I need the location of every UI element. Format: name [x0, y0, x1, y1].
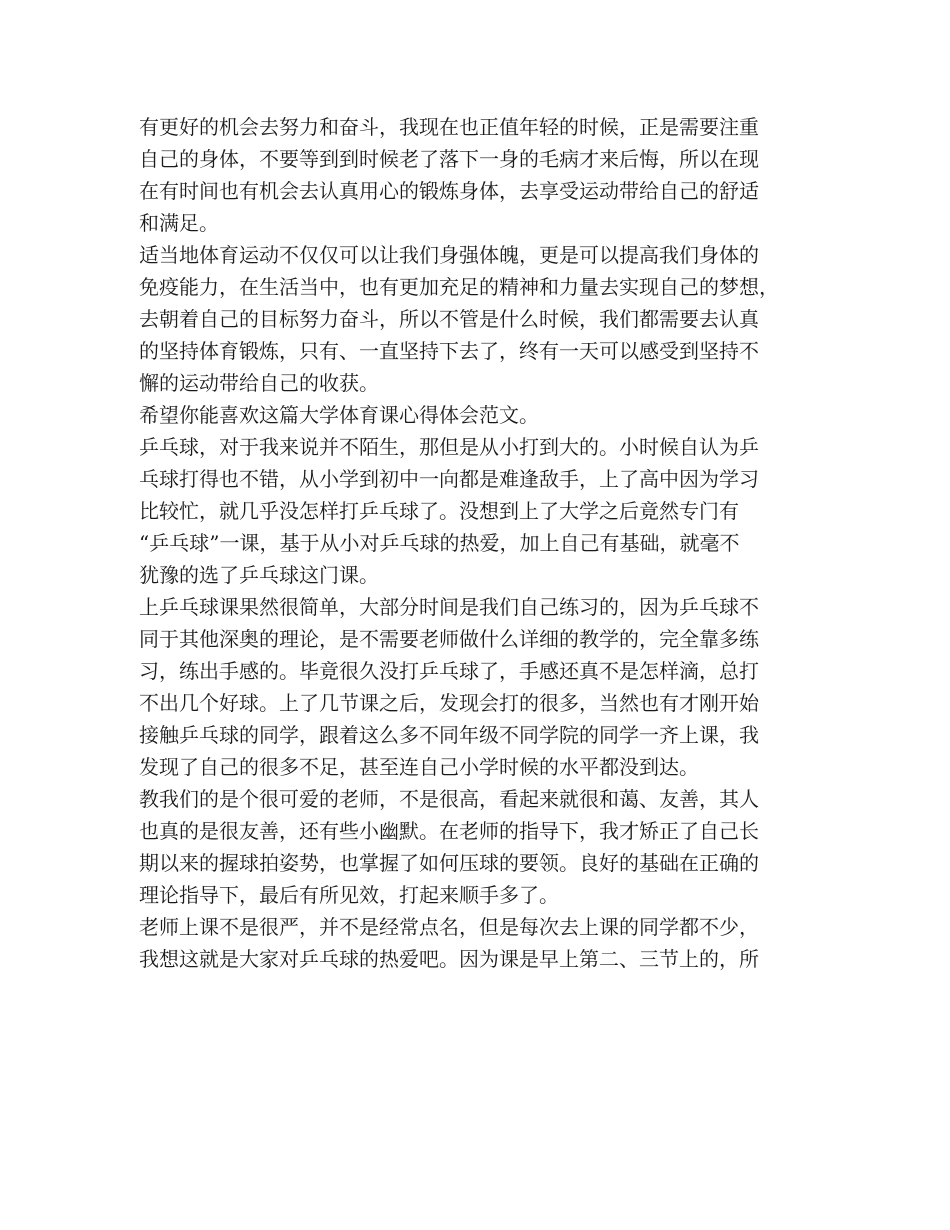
text-line: 接触乒乓球的同学，跟着这么多不同年级不同学院的同学一齐上课，我: [139, 723, 759, 747]
text-line: 懈的运动带给自己的收获。: [139, 371, 379, 395]
text-line: 的坚持体育锻炼，只有、一直坚持下去了，终有一天可以感受到坚持不: [139, 339, 759, 363]
text-line: 乒乓球，对于我来说并不陌生，那但是从小打到大的。小时候自认为乒: [139, 435, 759, 459]
text-line: 同于其他深奥的理论，是不需要老师做什么详细的教学的，完全靠多练: [139, 627, 759, 651]
text-line: 习，练出手感的。毕竟很久没打乒乓球了，手感还真不是怎样滴，总打: [139, 659, 759, 683]
text-line: 和满足。: [139, 211, 219, 235]
text-line: 适当地体育运动不仅仅可以让我们身强体魄，更是可以提高我们身体的: [139, 243, 759, 267]
text-line: 发现了自己的很多不足，甚至连自己小学时候的水平都没到达。: [139, 755, 699, 779]
text-line: 免疫能力，在生活当中，也有更加充足的精神和力量去实现自己的梦想，: [139, 275, 779, 299]
text-line: 犹豫的选了乒乓球这门课。: [139, 563, 379, 587]
text-line: 去朝着自己的目标努力奋斗，所以不管是什么时候，我们都需要去认真: [139, 307, 759, 331]
text-line: 乓球打得也不错，从小学到初中一向都是难逢敌手，上了高中因为学习: [139, 467, 759, 491]
text-line: 比较忙，就几乎没怎样打乒乓球了。没想到上了大学之后竟然专门有: [139, 499, 739, 523]
text-line: 我想这就是大家对乒乓球的热爱吧。因为课是早上第二、三节上的，所: [139, 947, 759, 971]
text-line: 自己的身体，不要等到到时候老了落下一身的毛病才来后悔，所以在现: [139, 147, 759, 171]
text-line: 也真的是很友善，还有些小幽默。在老师的指导下，我才矫正了自己长: [139, 819, 759, 843]
text-line: 理论指导下，最后有所见效，打起来顺手多了。: [139, 883, 559, 907]
text-line: 有更好的机会去努力和奋斗，我现在也正值年轻的时候，正是需要注重: [139, 115, 759, 139]
text-line: 希望你能喜欢这篇大学体育课心得体会范文。: [139, 403, 539, 427]
text-line: 不出几个好球。上了几节课之后，发现会打的很多，当然也有才刚开始: [139, 691, 759, 715]
text-line: 期以来的握球拍姿势，也掌握了如何压球的要领。良好的基础在正确的: [139, 851, 759, 875]
text-line: 老师上课不是很严，并不是经常点名，但是每次去上课的同学都不少，: [139, 915, 759, 939]
document-body: [139, 111, 829, 975]
text-line: “乒乓球”一课，基于从小对乒乓球的热爱，加上自己有基础，就毫不: [139, 531, 740, 555]
text-line: 教我们的是个很可爱的老师，不是很高，看起来就很和蔼、友善，其人: [139, 787, 759, 811]
text-line: 上乒乓球课果然很简单，大部分时间是我们自己练习的，因为乒乓球不: [139, 595, 759, 619]
text-line: 在有时间也有机会去认真用心的锻炼身体，去享受运动带给自己的舒适: [139, 179, 759, 203]
